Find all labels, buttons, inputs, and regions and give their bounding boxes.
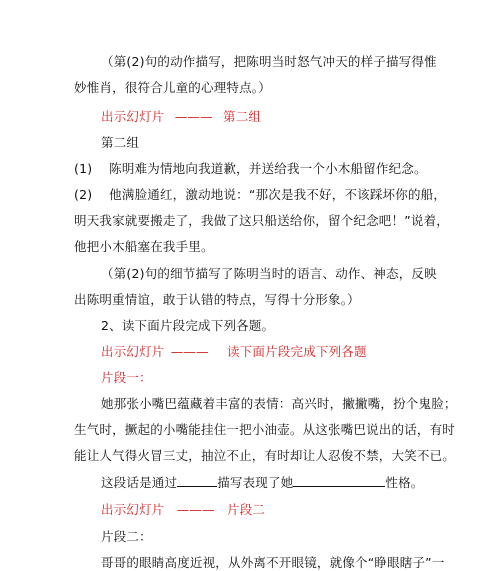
slide-prompt-label: 出示幻灯片: [101, 344, 165, 359]
slide-prompt-reading: [101, 344, 367, 360]
fill-text-1: 这段话是通过: [101, 475, 178, 490]
segment-1-label: 片段一：: [101, 370, 152, 385]
fill-text-2: 描写表现了她: [217, 475, 294, 490]
slide-prompt-dash: ———: [170, 344, 209, 359]
fill-in-question: [101, 474, 424, 491]
slide-prompt-label: 出示幻灯片: [101, 109, 165, 124]
slide-prompt-dash: ———: [176, 502, 215, 517]
question-2: 2、读下面片段完成下列各题。: [101, 318, 275, 333]
segment-2-label: 片段二：: [101, 529, 152, 544]
answer-blank-1[interactable]: [177, 474, 217, 487]
paragraph-line-3: 能让人气得火冒三丈，抽泣不止，有时却让人忍俊不禁，大笑不已。: [74, 448, 456, 463]
slide-prompt-group2: [101, 109, 261, 125]
sentence-2-line-3: 他把小木船塞在我手里。: [74, 239, 214, 254]
comment2-line-1: （第(2)句的细节描写了陈明当时的语言、动作、神态，反映: [101, 266, 437, 281]
paragraph-line-1: 她那张小嘴巴蕴藏着丰富的表情：高兴时，撇撇嘴，扮个鬼脸；: [101, 396, 457, 411]
sentence-2-line-2: 明天我家就要搬走了，我做了这只船送给你，留个纪念吧！”说着，: [74, 213, 449, 228]
slide-prompt-target: 片段二: [227, 502, 266, 517]
slide-prompt-segment2: [101, 502, 265, 518]
slide-prompt-target: 读下面片段完成下列各题: [227, 344, 367, 359]
comment-line-2: 妙惟肖，很符合儿童的心理特点。）: [74, 80, 271, 95]
group-title: 第二组: [101, 135, 140, 150]
comment-line-1: （第(2)句的动作描写，把陈明当时怒气冲天的样子描写得惟: [101, 54, 437, 69]
slide-prompt-label: 出示幻灯片: [101, 502, 165, 517]
paragraph-line-2: 生气时，撅起的小嘴能挂住一把小油壶。从这张嘴巴说出的话，有时: [74, 422, 456, 437]
answer-blank-2[interactable]: [293, 474, 385, 487]
paragraph2-line-1: 哥哥的眼睛高度近视，从外离不开眼镜，就像个“睁眼瞎子”一: [101, 555, 445, 570]
slide-prompt-dash: ———: [174, 109, 213, 124]
comment2-line-2: 出陈明重情谊，敢于认错的特点，写得十分形象。）: [74, 292, 360, 307]
slide-prompt-target: 第二组: [223, 109, 262, 124]
sentence-1: (1) 陈明难为情地向我道歉，并送给我一个小木船留作纪念。: [74, 161, 427, 176]
fill-text-3: 性格。: [385, 475, 424, 490]
sentence-2-line-1: (2) 他满脸通红，激动地说：“那次是我不好，不该踩坏你的船，: [74, 187, 447, 202]
